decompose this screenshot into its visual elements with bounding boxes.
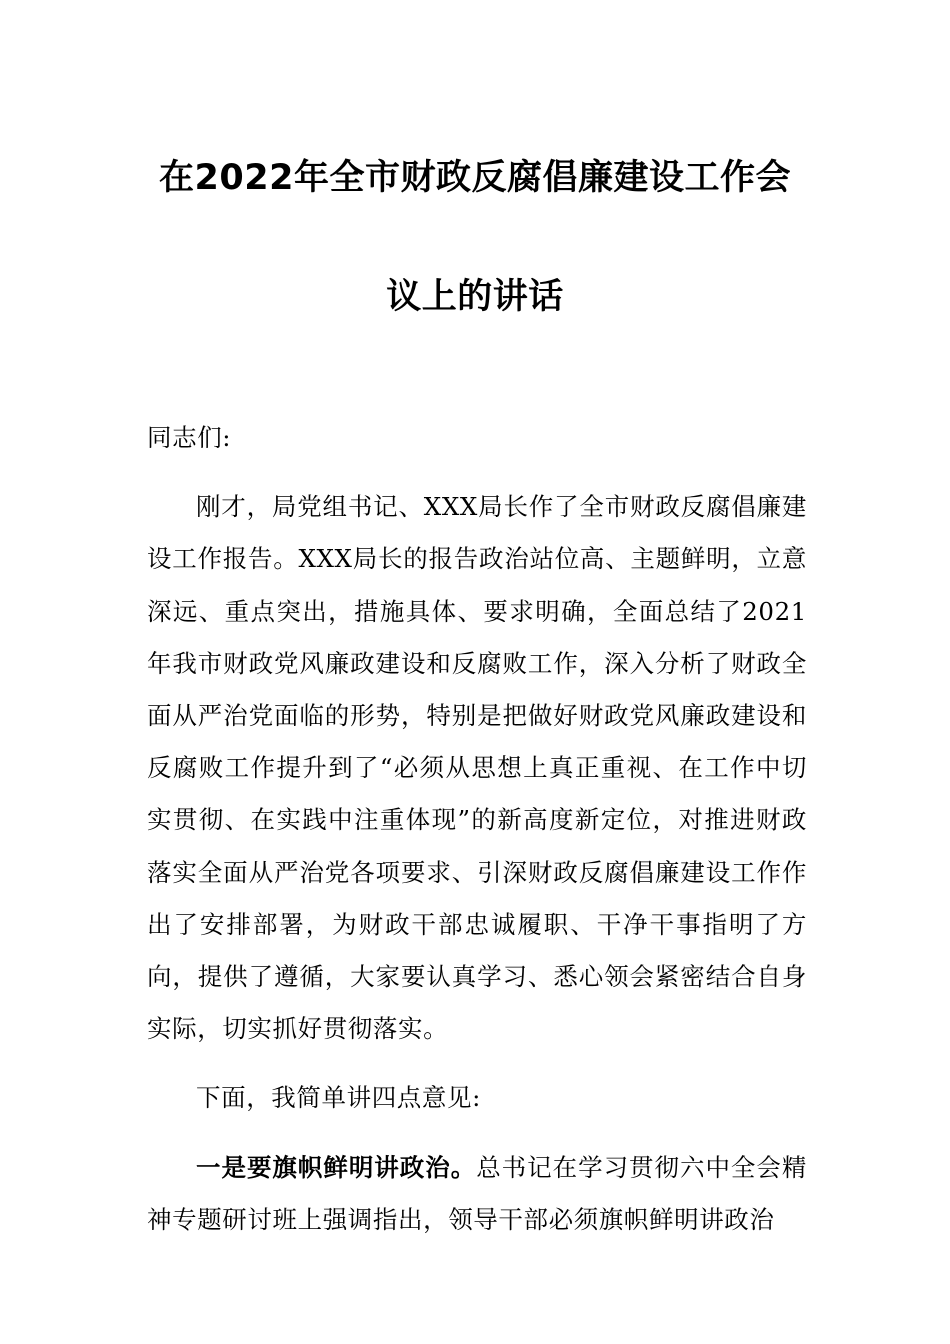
paragraph-report-summary: 刚才，局党组书记、XXX局长作了全市财政反腐倡廉建设工作报告。XXX局长的报告政治站位高、主题鲜明，立意深远、重点突出，措施具体、要求明确，全面总结了2021年我市财政党风廉政建设和反腐败工作，深入分析了财政全面从严治党面临的形势，特别是把做好财政党风廉政建设和反腐败工作提升到了“必须从思想上真正重视、在工作中切实贯彻、在实践中注重体现”的新高度新定位，对推进财政落实全面从严治党各项要求、引深财政反腐倡廉建设工作作出了安排部署，为财政干部忠诚履职、干净干事指明了方向，提供了遵循，大家要认真学习、悉心领会紧密结合自身实际，切实抓好贯彻落实。 (147, 492, 807, 1044)
paragraph-point-one (147, 1142, 807, 1246)
document-title-line-2: 议上的讲话 (386, 277, 564, 317)
point-one-heading: 一是要旗帜鲜明讲政治。 (196, 1152, 477, 1182)
salutation: 同志们: (147, 423, 232, 452)
document-body (147, 412, 807, 1246)
point-one-text: 总书记在学习贯彻六中全会精神专题研讨班上强调指出，领导干部必须旗帜鲜明讲政治 (147, 1152, 807, 1234)
paragraph-intro-points: 下面，我简单讲四点意见: (196, 1083, 481, 1113)
document-title-line-1: 在2022年全市财政反腐倡廉建设工作会 (159, 158, 791, 198)
